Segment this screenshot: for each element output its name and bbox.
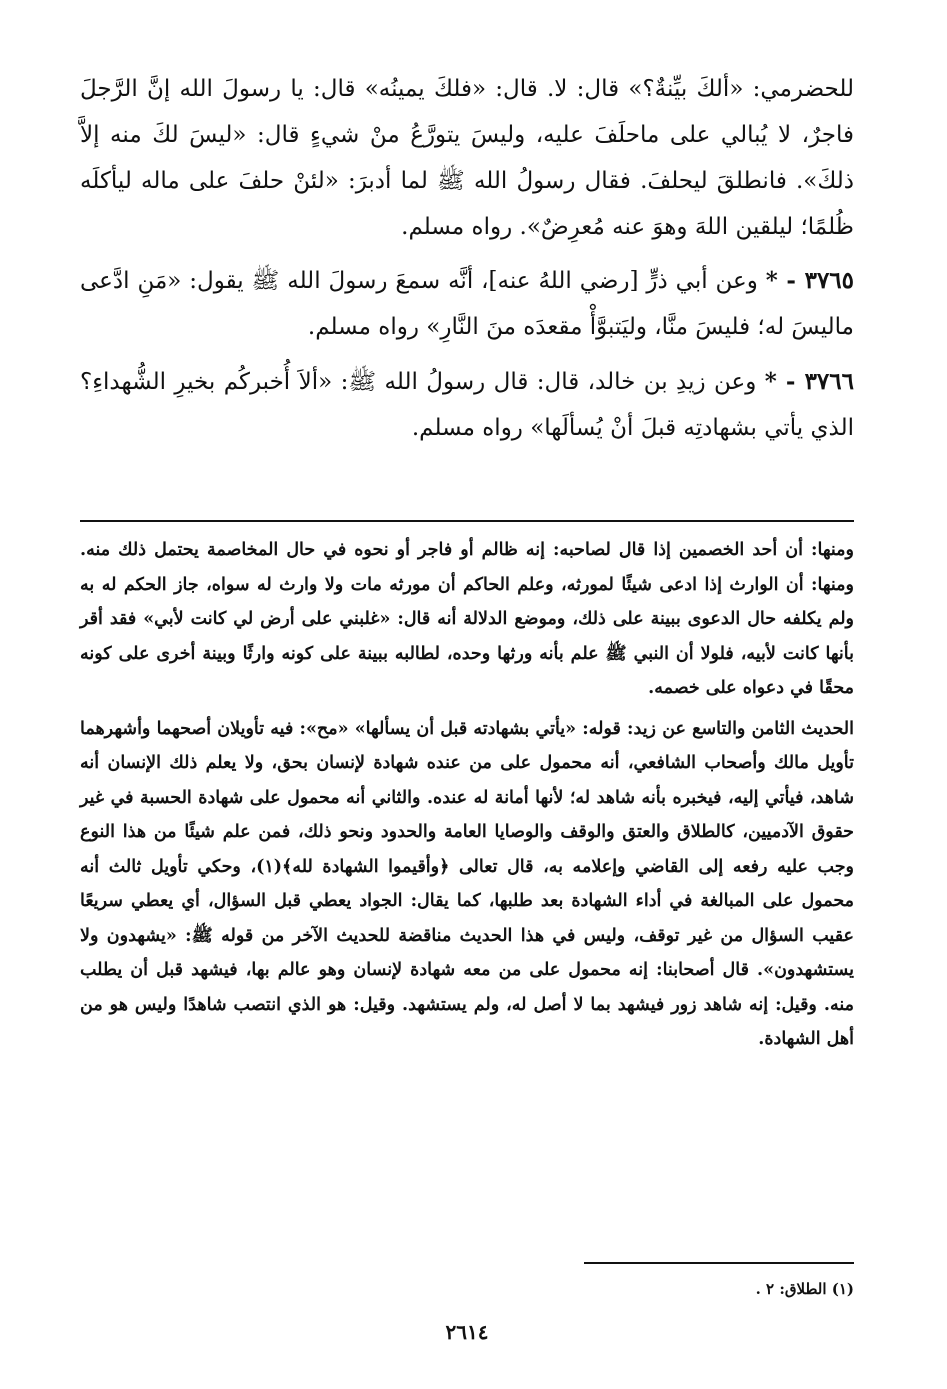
hadith-text: [80, 66, 854, 460]
document-page: [80, 0, 854, 1389]
hadith-paragraph-3765: [80, 258, 854, 350]
page-number: ٢٦١٤: [445, 1320, 489, 1344]
hadith-number: ٣٧٦٦ - *: [764, 368, 854, 395]
commentary-paragraph: ومنها: أن أحد الخصمين إذا قال لصاحبه: إنه ظالم أو فاجر أو نحوه في حال المخاصمة يحتمل ذلك منه. ومنها: أن الوارث إذا ادعى شيئًا لمورثه، وعلم الحاكم أن مورثه مات ولا وارث له سواه، جاز الحكم له به ولم يكلفه حال الدعوى ببينة على ذلك، وموضع الدلالة أنه قال: «غلبني على أرض لي كانت لأبي» فقد أقر بأنها كانت لأبيه، فلولا أن النبي ﷺ علم بأنه ورثها وحده، لطالبه ببينة على كونه وارثًا وبينة أخرى على كونه محقًا في دعواه على خصمه.: [80, 540, 854, 698]
section-divider: [80, 520, 854, 522]
hadith-text-content: للحضرمي: «ألكَ بيِّنةٌ؟» قال: لا. قال: «فلكَ يمينُه» قال: يا رسولَ الله إنَّ الرَّجلَ فاجرٌ، لا يُبالي على ماحلَفَ عليه، وليسَ يتورَّعُ منْ شيءٍ قال: «ليسَ لكَ منه إلاَّ ذلكَ». فانطلقَ ليحلفَ. فقال رسولُ الله ﷺ لما أدبرَ: «لئنْ حلفَ على ماله ليأكلَه ظُلمًا؛ ليلقين اللهَ وهوَ عنه مُعرِضٌ». رواه مسلم.: [80, 76, 854, 240]
hadith-paragraph: [80, 66, 854, 250]
commentary-paragraph: الحديث الثامن والتاسع عن زيد: قوله: «يأتي بشهادته قبل أن يسألها» «مح»: فيه تأويلان أصحهما وأشهرهما تأويل مالك وأصحاب الشافعي، أنه محمول على من عنده شهادة لإنسان بحق، ولا يعلم ذلك الإنسان أنه شاهد، فيأتي إليه، فيخبره بأنه شاهد له؛ لأنها أمانة له عنده. والثاني أنه محمول على شهادة الحسبة في غير حقوق الآدميين، كالطلاق والعتق والوقف والوصايا العامة والحدود ونحو ذلك، فمن علم شيئًا من هذا النوع وجب عليه رفعه إلى القاضي وإعلامه به، قال تعالى ﴿وأقيموا الشهادة لله﴾(١)، وحكي تأويل ثالث أنه محمول على المبالغة في أداء الشهادة بعد طلبها، كما يقال: الجواد يعطي قبل السؤال، أي يعطي سريعًا عقيب السؤال من غير توقف، وليس في هذا الحديث مناقضة للحديث الآخر من قوله ﷺ: «يشهدون ولا يستشهدون». قال أصحابنا: إنه محمول على من معه شهادة لإنسان وهو عالم بها، فيشهد قبل أن يطلب منه. وقيل: إنه شاهد زور فيشهد بما لا أصل له، ولم يستشهد. وقيل: هو الذي انتصب شاهدًا وليس هو من أهل الشهادة.: [80, 718, 854, 1049]
hadith-text-content: وعن زيدِ بن خالد، قال: قال رسولُ الله ﷺ: «ألاَ أُخبركُم بخيرِ الشُّهداءِ؟ الذي يأتي بشهادتِه قبلَ أنْ يُسألَها» رواه مسلم.: [80, 369, 854, 441]
footnote-divider: [584, 1262, 854, 1264]
commentary-section: [80, 533, 854, 1059]
hadith-number: ٣٧٦٥ - *: [765, 267, 855, 294]
footnote: (١) الطلاق: ٢ .: [755, 1280, 854, 1298]
hadith-paragraph-3766: [80, 359, 854, 451]
hadith-text-content: وعن أبي ذرٍّ [رضي اللهُ عنه]، أنَّه سمعَ رسولَ الله ﷺ يقول: «مَنِ ادَّعى ماليسَ له؛ فليسَ منَّا، وليَتبوَّأْ مقعدَه منَ النَّارِ» رواه مسلم.: [80, 268, 854, 340]
